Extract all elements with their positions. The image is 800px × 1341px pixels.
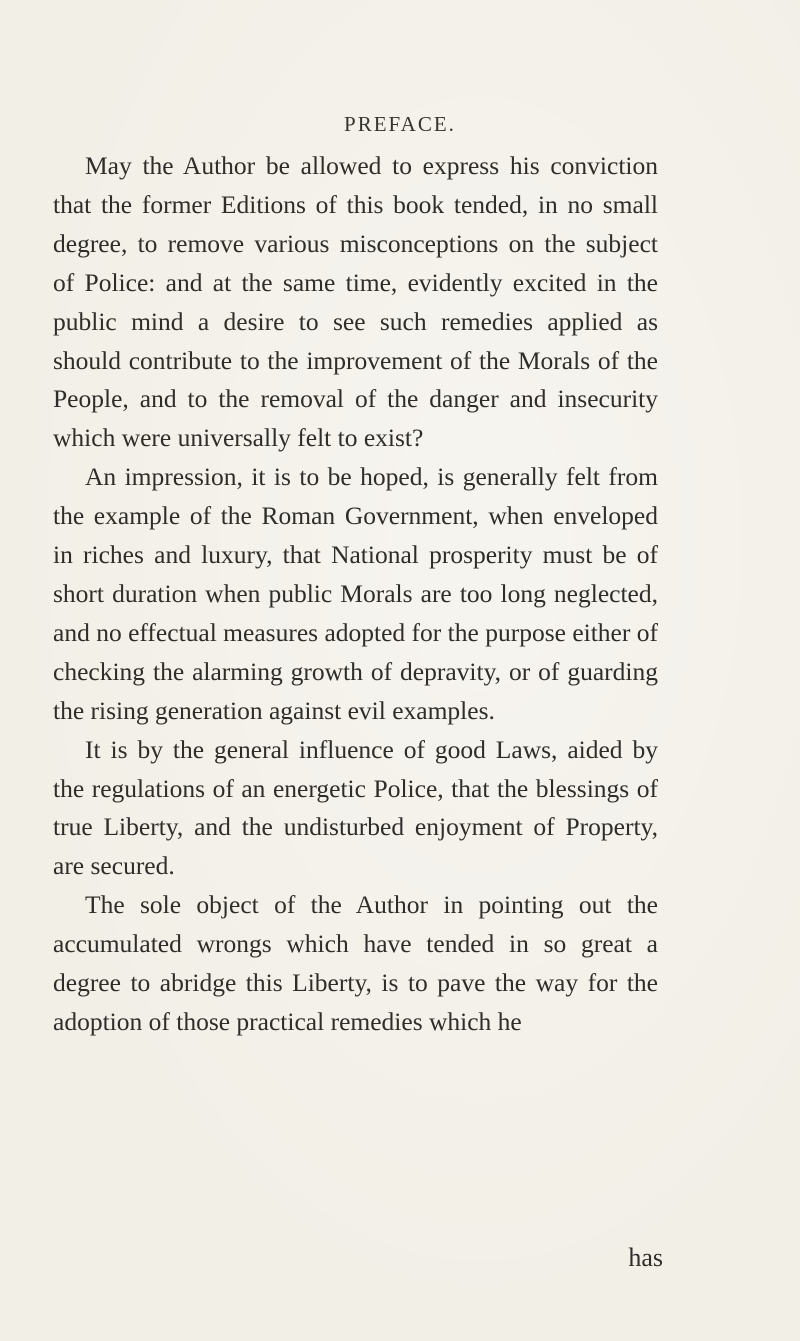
paragraph-1: May the Author be allowed to express his conviction that the former Editions of this book tended, in no small degree, to remove various misconceptions on the subject of Police: and at the same time, evidently excited in the public mind a desire to see such remedies applied as should contribute to the improvement of the Morals of the People, and to the removal of the danger and insecurity which were universally felt to exist? — [53, 151, 658, 453]
body-text — [53, 147, 658, 1042]
paragraph-4: The sole object of the Author in pointing out the accumulated wrongs which have tended in so great a degree to abridge this Liberty, is to pave the way for the adoption of those practical remedies which he — [53, 890, 658, 1036]
paragraph-3: It is by the general influence of good Laws, aided by the regulations of an energetic Police, that the blessings of true Liberty, and the undisturbed enjoyment of Property, are secured. — [53, 734, 658, 881]
paragraph-2: An impression, it is to be hoped, is generally felt from the example of the Roman Government, when enveloped in riches and luxury, that National prosperity must be of short duration when public Morals are too long neglected, and no effectual measures adopted for the purpose either of checking the alarming growth of depravity, or of guarding the rising generation against evil examples. — [53, 462, 658, 725]
catchword: has — [628, 1243, 663, 1272]
page-header: PREFACE. — [344, 112, 456, 136]
